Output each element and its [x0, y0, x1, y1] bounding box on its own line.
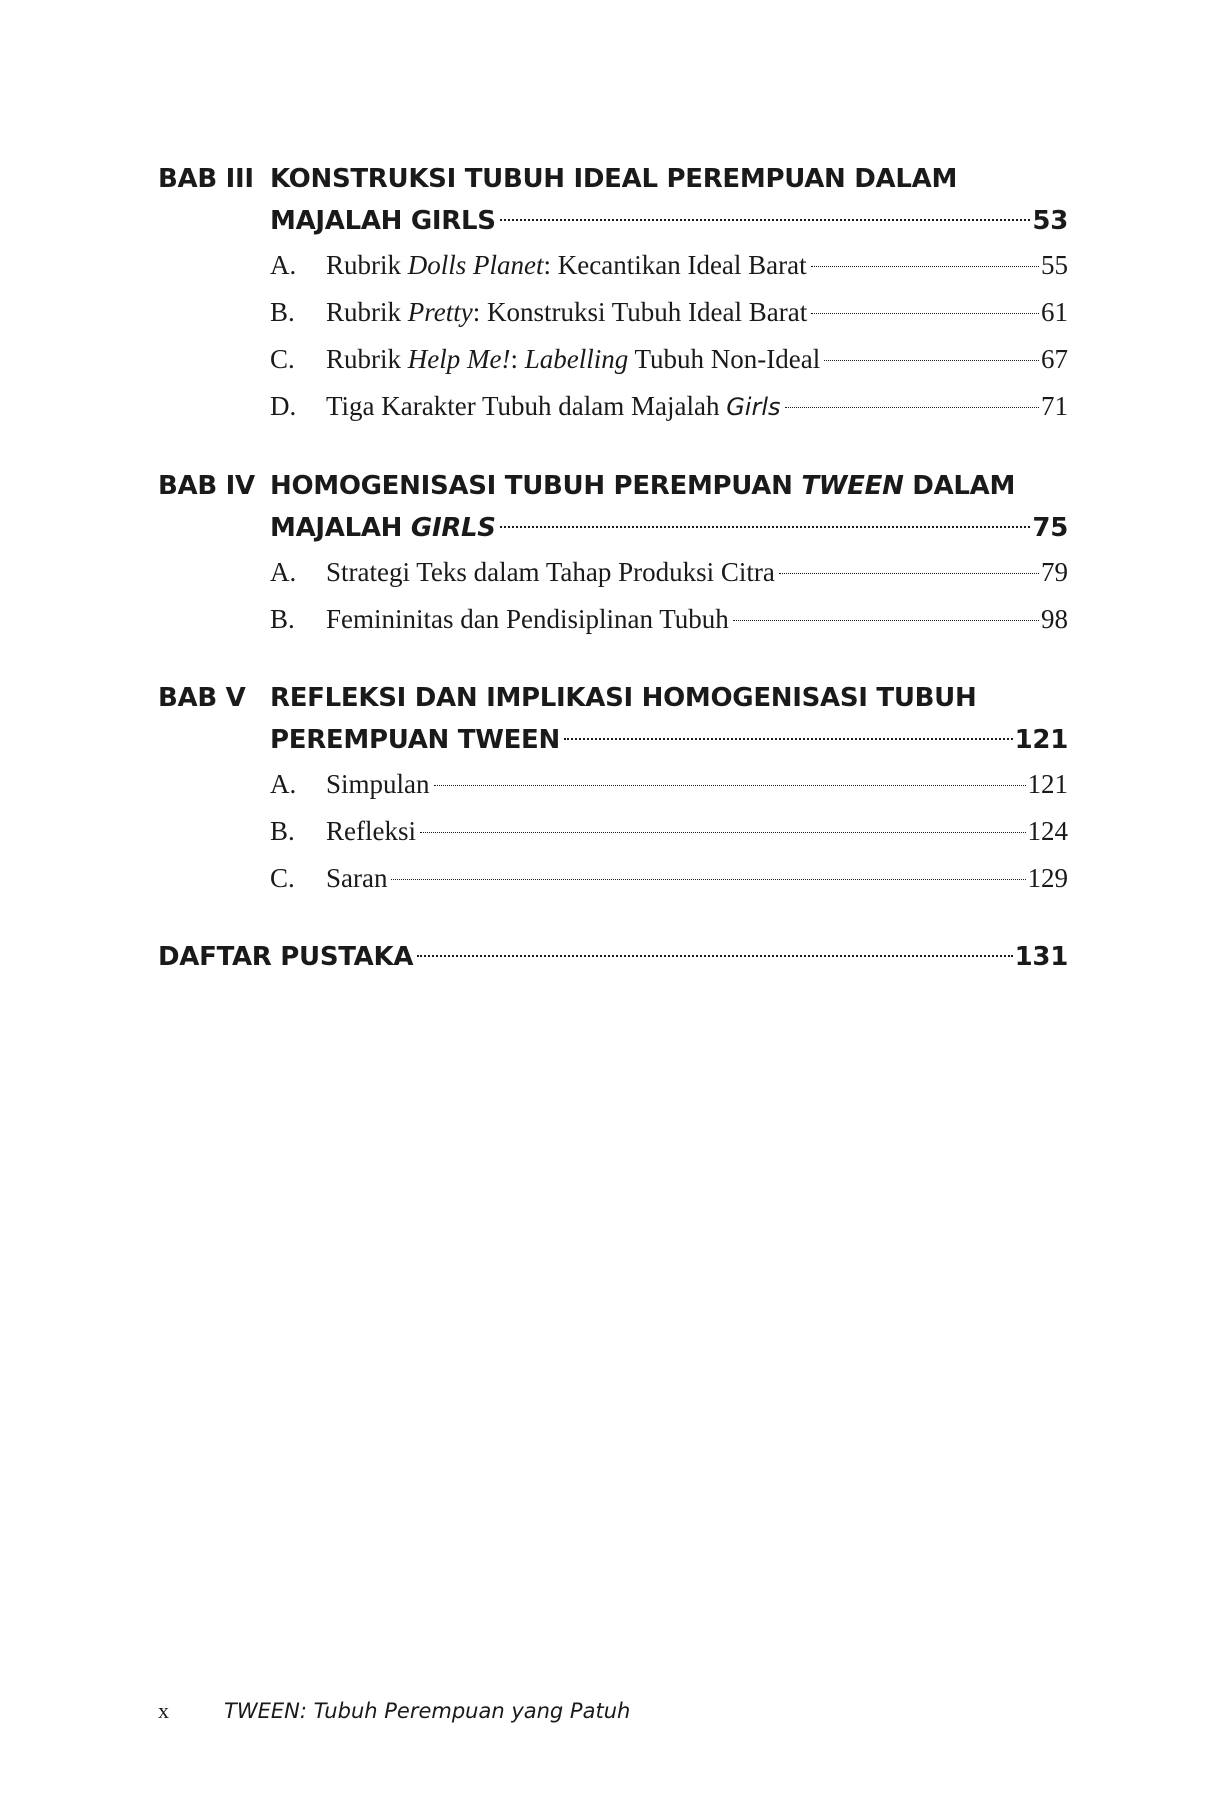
chapter-page-number: 53: [1032, 206, 1068, 236]
chapter-title-line1: REFLEKSI DAN IMPLIKASI HOMOGENISASI TUBUH: [270, 683, 977, 713]
entry-page-number: 121: [1027, 769, 1068, 799]
entry-title-italic: Pretty: [407, 297, 473, 327]
chapter-title-part: HOMOGENISASI TUBUH PEREMPUAN: [270, 471, 802, 501]
entry-page-number: 61: [1041, 297, 1068, 327]
dot-leader: [500, 526, 1031, 528]
table-of-contents: [158, 158, 1068, 1012]
entry-letter: A.: [270, 557, 297, 587]
dot-leader: [564, 738, 1013, 740]
dot-leader: [811, 313, 1039, 314]
entry-title-part: : Kecantikan Ideal Barat: [543, 250, 807, 280]
running-head: TWEEN: Tubuh Perempuan yang Patuh: [224, 1699, 631, 1723]
entry-letter: D.: [270, 391, 297, 421]
chapter-title: [270, 465, 1068, 549]
chapter-title-italic: TWEEN: [801, 471, 904, 501]
toc-entry: [270, 242, 1068, 289]
chapter-title-part: DALAM: [903, 471, 1016, 501]
chapter-title-line1: [270, 465, 1068, 507]
dot-leader: [733, 620, 1039, 621]
dot-leader: [785, 407, 1039, 408]
chapter-heading: [158, 158, 1068, 242]
entry-page-number: 71: [1041, 391, 1068, 421]
entry-title-italic: Dolls Planet: [407, 250, 544, 280]
section-list: [270, 242, 1068, 431]
entry-title: [326, 336, 820, 383]
entry-title-part: Tiga Karakter Tubuh dalam Majalah: [326, 391, 727, 421]
dot-leader: [500, 219, 1031, 221]
entry-title: Femininitas dan Pendisiplinan Tubuh: [326, 604, 729, 634]
chapter-title: [270, 158, 1068, 242]
dot-leader: [434, 785, 1026, 786]
chapter-number: BAB V: [158, 683, 246, 713]
chapter-bab-v: [158, 677, 1068, 902]
dot-leader: [779, 573, 1039, 574]
entry-title-part: Tubuh Non-Ideal: [628, 344, 821, 374]
dot-leader: [391, 879, 1025, 880]
entry-page-number: 55: [1041, 250, 1068, 280]
chapter-title-italic: GIRLS: [410, 513, 496, 543]
chapter-title-line2-text: PEREMPUAN TWEEN: [270, 725, 560, 755]
chapter-bab-iv: [158, 465, 1068, 643]
section-list: [270, 761, 1068, 902]
entry-page-number: 79: [1041, 557, 1068, 587]
chapter-heading: [158, 677, 1068, 761]
toc-entry: [270, 596, 1068, 643]
entry-title-part: :: [510, 344, 525, 374]
bibliography-page-number: 131: [1014, 942, 1068, 972]
chapter-bab-iii: [158, 158, 1068, 431]
entry-title: Simpulan: [326, 769, 430, 799]
entry-title: Strategi Teks dalam Tahap Produksi Citra: [326, 557, 775, 587]
entry-title: Saran: [326, 863, 388, 893]
entry-letter: A.: [270, 250, 297, 280]
entry-letter: C.: [270, 344, 295, 374]
bibliography-heading: [158, 936, 1068, 978]
chapter-title-line2: [270, 507, 1068, 549]
entry-title-italic: Help Me!: [407, 344, 511, 374]
section-list: [270, 549, 1068, 643]
chapter-title-line2-text: MAJALAH GIRLS: [270, 206, 496, 236]
entry-title-italic: Labelling: [524, 344, 629, 374]
entry-title: Refleksi: [326, 816, 416, 846]
entry-letter: C.: [270, 863, 295, 893]
page-number: x: [158, 1698, 169, 1723]
bibliography-line: [158, 936, 1068, 978]
chapter-number: BAB III: [158, 164, 254, 194]
entry-title: [326, 242, 807, 289]
dot-leader: [811, 266, 1039, 267]
chapter-title-part: MAJALAH: [270, 513, 411, 543]
toc-entry: [270, 336, 1068, 383]
entry-page-number: 98: [1041, 604, 1068, 634]
chapter-number: BAB IV: [158, 471, 255, 501]
chapter-title-line2: [270, 719, 1068, 761]
toc-entry: [270, 808, 1068, 855]
entry-letter: B.: [270, 816, 295, 846]
entry-letter: B.: [270, 297, 295, 327]
entry-title-part: Rubrik: [326, 344, 408, 374]
entry-title-part: : Konstruksi Tubuh Ideal Barat: [472, 297, 808, 327]
entry-page-number: 129: [1027, 863, 1068, 893]
entry-letter: B.: [270, 604, 295, 634]
page-footer: [158, 1698, 630, 1724]
dot-leader: [420, 832, 1026, 833]
entry-title-part: Rubrik: [326, 250, 408, 280]
toc-entry: [270, 761, 1068, 808]
chapter-page-number: 121: [1014, 725, 1068, 755]
chapter-title: [270, 677, 1068, 761]
chapter-heading: [158, 465, 1068, 549]
toc-entry: [270, 289, 1068, 336]
bibliography-title: DAFTAR PUSTAKA: [158, 942, 414, 972]
dot-leader: [417, 955, 1012, 957]
entry-page-number: 124: [1027, 816, 1068, 846]
bibliography-entry: [158, 936, 1068, 978]
entry-letter: A.: [270, 769, 297, 799]
chapter-title-line2: [270, 200, 1068, 242]
toc-entry: [270, 383, 1068, 431]
toc-entry: [270, 549, 1068, 596]
entry-title-italic: Girls: [726, 393, 781, 421]
dot-leader: [824, 360, 1039, 361]
chapter-page-number: 75: [1032, 513, 1068, 543]
chapter-title-line1: KONSTRUKSI TUBUH IDEAL PEREMPUAN DALAM: [270, 164, 958, 194]
entry-title: [326, 289, 807, 336]
entry-title: [326, 383, 781, 431]
chapter-title-line2-text: [270, 507, 496, 549]
toc-entry: [270, 855, 1068, 902]
entry-title-part: Rubrik: [326, 297, 408, 327]
entry-page-number: 67: [1041, 344, 1068, 374]
